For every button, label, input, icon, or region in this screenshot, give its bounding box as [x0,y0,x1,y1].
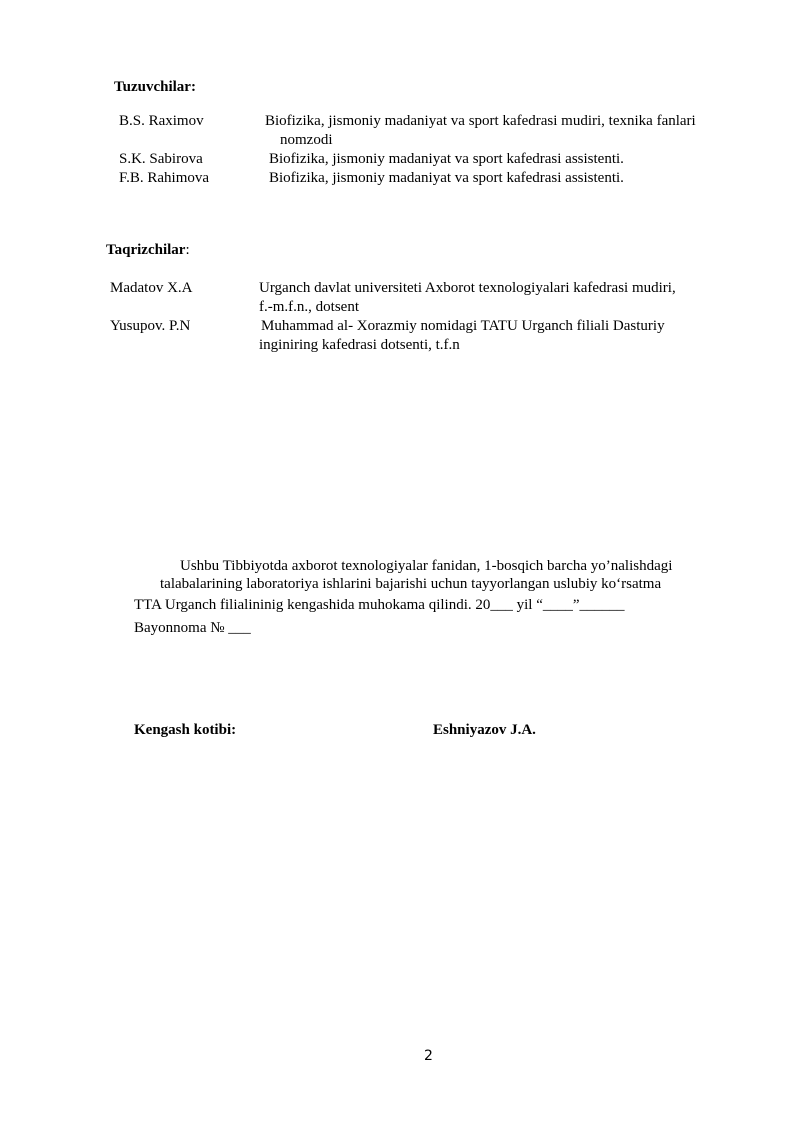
page-number: 2 [424,1048,433,1064]
compiler-role-continued: nomzodi [280,132,333,148]
statement-line: Bayonnoma № ___ [134,620,251,636]
reviewers-heading-text: Taqrizchilar [106,242,186,258]
signature-name: Eshniyazov J.A. [433,722,536,738]
compiler-name: S.K. Sabirova [119,151,203,167]
compiler-role: Biofizika, jismoniy madaniyat va sport kafedrasi assistenti. [269,170,624,186]
statement-line: talabalarining laboratoriya ishlarini bajarishi uchun tayyorlangan uslubiy ko‘rsatma [160,576,662,592]
compiler-role: Biofizika, jismoniy madaniyat va sport kafedrasi assistenti. [269,151,624,167]
reviewers-heading [106,241,190,260]
statement-line: Ushbu Tibbiyotda axborot texnologiyalar fanidan, 1-bosqich barcha yo’nalishdagi [180,558,673,574]
signature-label: Kengash kotibi: [134,722,237,738]
reviewer-role: Muhammad al- Xorazmiy nomidagi TATU Urganch filiali Dasturiy [261,318,665,334]
reviewer-name: Yusupov. P.N [110,318,191,334]
reviewer-name: Madatov X.A [110,280,193,296]
compilers-heading: Tuzuvchilar: [114,79,196,95]
reviewer-role: Urganch davlat universiteti Axborot texnologiyalari kafedrasi mudiri, [259,280,676,296]
statement-line: TTA Urganch filialininig kengashida muhokama qilindi. 20___ yil “____”______ [134,597,625,613]
reviewers-heading-colon: : [185,242,190,258]
reviewer-role-continued: f.-m.f.n., dotsent [259,299,359,315]
compiler-name: F.B. Rahimova [119,170,210,186]
reviewer-role-continued: inginiring kafedrasi dotsenti, t.f.n [259,337,460,353]
compiler-role: Biofizika, jismoniy madaniyat va sport kafedrasi mudiri, texnika fanlari [265,113,696,129]
compiler-name: B.S. Raximov [119,113,204,129]
